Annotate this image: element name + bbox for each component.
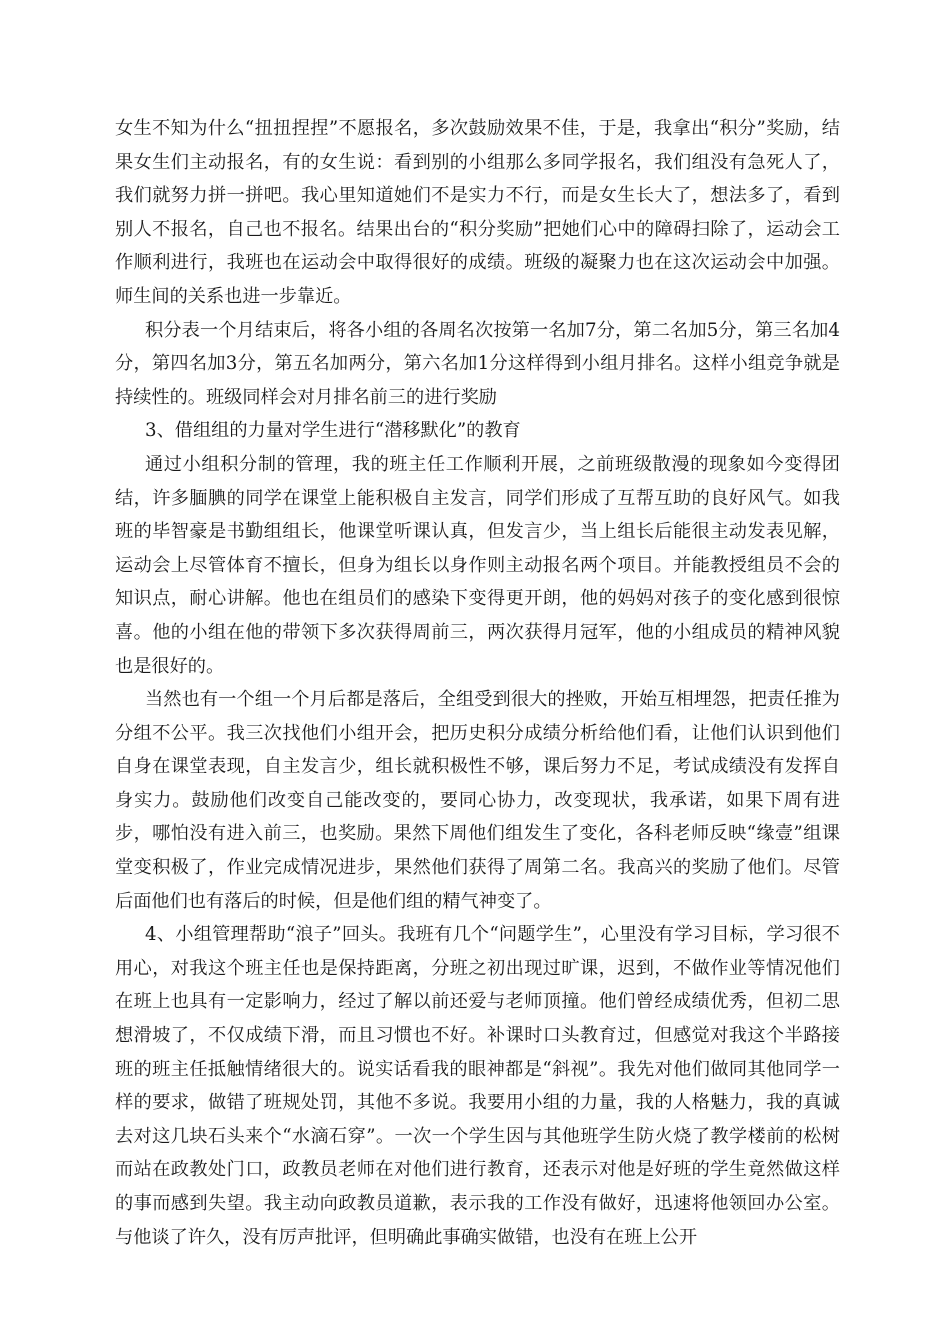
paragraph-lagging-group: 当然也有一个组一个月后都是落后，全组受到很大的挫败，开始互相埋怨，把责任推为分组不公平。我三次找他们小组开会，把历史积分成绩分析给他们看，让他们认识到他们自身在课堂表现，自主发言少，组长就积极性不够，课后努力不足，考试成绩没有发挥自身实力。鼓励他们改变自己能改变的，要同心协力，改变现状，我承诺，如果下周有进步，哪怕没有进入前三，也奖励。果然下周他们组发生了变化，各科老师反映“缘壹”组课堂变积极了，作业完成情况进步，果然他们获得了周第二名。我高兴的奖励了他们。尽管后面他们也有落后的时候，但是他们组的精气神变了。 <box>115 689 840 912</box>
section-heading-3: 3、借组组的力量对学生进行“潜移默化”的教育 <box>145 420 521 442</box>
paragraph-group-leader-example: 通过小组积分制的管理，我的班主任工作顺利开展，之前班级散漫的现象如今变得团结，许多腼腆的同学在课堂上能积极自主发言，同学们形成了互帮互助的良好风气。如我班的毕智豪是书勤组组长，他课堂听课认真，但发言少，当上组长后能很主动发表见解，运动会上尽管体育不擅长，但身为组长以身作则主动报名两个项目。并能教授组员不会的知识点，耐心讲解。他也在组员们的感染下变得更开朗，他的妈妈对孩子的变化感到很惊喜。他的小组在他的带领下多次获得周前三，两次获得月冠军，他的小组成员的精神风貌也是很好的。 <box>115 453 840 677</box>
paragraph-problem-students: 4、小组管理帮助“浪子”回头。我班有几个“问题学生”，心里没有学习目标，学习很不用心，对我这个班主任也是保持距离，分班之初出现过旷课，迟到，不做作业等情况他们在班上也具有一定影响力，经过了解以前还爱与老师顶撞。他们曾经成绩优秀，但初二思想滑坡了，不仅成绩下滑，而且习惯也不好。补课时口头教育过，但感觉对我这个半路接班的班主任抵触情绪很大的。说实话看我的眼神都是“斜视”。我先对他们做同其他同学一样的要求，做错了班规处罚，其他不多说。我要用小组的力量，我的人格魅力，我的真诚去对这几块石头来个“水滴石穿”。一次一个学生因与其他班学生防火烧了教学楼前的松树而站在政教处门口，政教员老师在对他们进行教育，还表示对他是好班的学生竟然做这样的事而感到失望。我主动向政教员道歉，表示我的工作没有做好，迅速将他领回办公室。与他谈了许久，没有厉声批评，但明确此事确实做错，也没有在班上公开 <box>115 924 840 1248</box>
paragraph-girls-registration: 女生不知为什么“扭扭捏捏”不愿报名，多次鼓励效果不佳，于是，我拿出“积分”奖励，结果女生们主动报名，有的女生说：看到别的小组那么多同学报名，我们组没有急死人了，我们就努力拼一拼吧。我心里知道她们不是实力不行，而是女生长大了，想法多了，看到别人不报名，自己也不报名。结果出台的“积分奖励”把她们心中的障碍扫除了，运动会工作顺利进行，我班也在运动会中取得很好的成绩。班级的凝聚力也在这次运动会中加强。师生间的关系也进一步靠近。 <box>115 118 840 307</box>
paragraph-monthly-scoring: 积分表一个月结束后，将各小组的各周名次按第一名加7分，第二名加5分，第三名加4分，第四名加3分，第五名加两分，第六名加1分这样得到小组月排名。这样小组竞争就是持续性的。班级同样会对月排名前三的进行奖励 <box>115 319 840 408</box>
document-page <box>115 112 840 1254</box>
